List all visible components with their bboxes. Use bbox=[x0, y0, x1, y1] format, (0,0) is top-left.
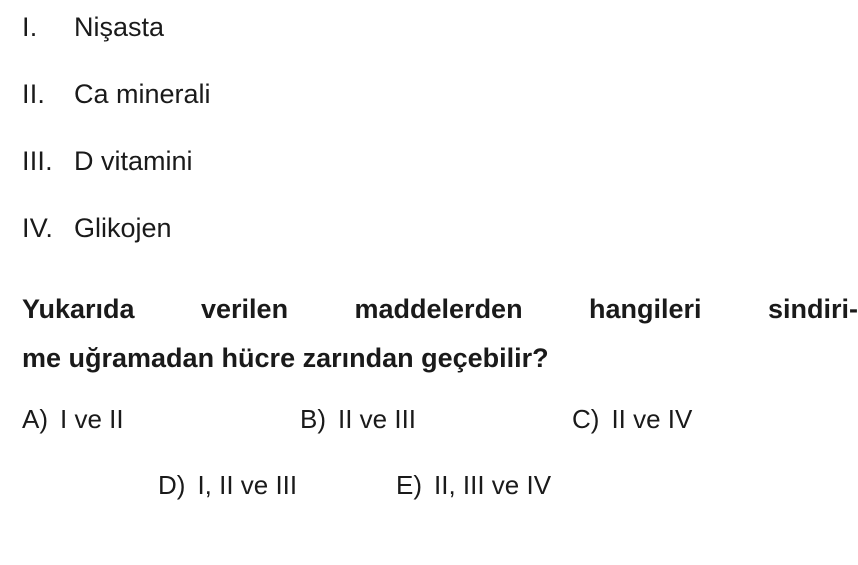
list-item-text: Ca minerali bbox=[74, 79, 211, 109]
list-item-number: II. bbox=[22, 79, 46, 109]
question-stem-line-1: Yukarıda verilen maddelerden hangileri sindiri- bbox=[22, 294, 858, 324]
list-item-text: Nişasta bbox=[74, 12, 165, 42]
answer-choice-d[interactable] bbox=[158, 472, 396, 498]
answer-choice-a[interactable] bbox=[22, 406, 300, 432]
list-item bbox=[22, 215, 838, 282]
list-item-text: D vitamini bbox=[74, 146, 193, 176]
list-item bbox=[22, 148, 838, 215]
answer-choice-b-label: B) bbox=[300, 404, 326, 434]
list-item bbox=[22, 14, 838, 81]
answer-choices-row-1 bbox=[22, 406, 838, 432]
roman-item-list bbox=[22, 14, 838, 282]
answer-choice-d-text: I, II ve III bbox=[197, 470, 298, 500]
list-item-text: Glikojen bbox=[74, 213, 172, 243]
answer-choice-e[interactable] bbox=[396, 472, 551, 498]
answer-choice-e-label: E) bbox=[396, 470, 422, 500]
answer-choice-c-label: C) bbox=[572, 404, 600, 434]
answer-choice-c[interactable] bbox=[572, 406, 692, 432]
list-item bbox=[22, 81, 838, 148]
question-stem-line-2: me uğramadan hücre zarından geçebilir? bbox=[22, 343, 549, 373]
answer-choice-a-label: A) bbox=[22, 404, 48, 434]
answer-choice-a-text: I ve II bbox=[60, 404, 124, 434]
question-stem bbox=[22, 296, 858, 372]
answer-choice-b[interactable] bbox=[300, 406, 572, 432]
answer-choice-c-text: II ve IV bbox=[611, 404, 693, 434]
list-item-number: IV. bbox=[22, 213, 54, 243]
list-item-number: I. bbox=[22, 12, 38, 42]
answer-choice-d-label: D) bbox=[158, 470, 186, 500]
answer-choice-e-text: II, III ve IV bbox=[434, 470, 552, 500]
list-item-number: III. bbox=[22, 146, 53, 176]
answer-choices-row-2 bbox=[22, 472, 838, 498]
answer-choice-b-text: II ve III bbox=[338, 404, 417, 434]
